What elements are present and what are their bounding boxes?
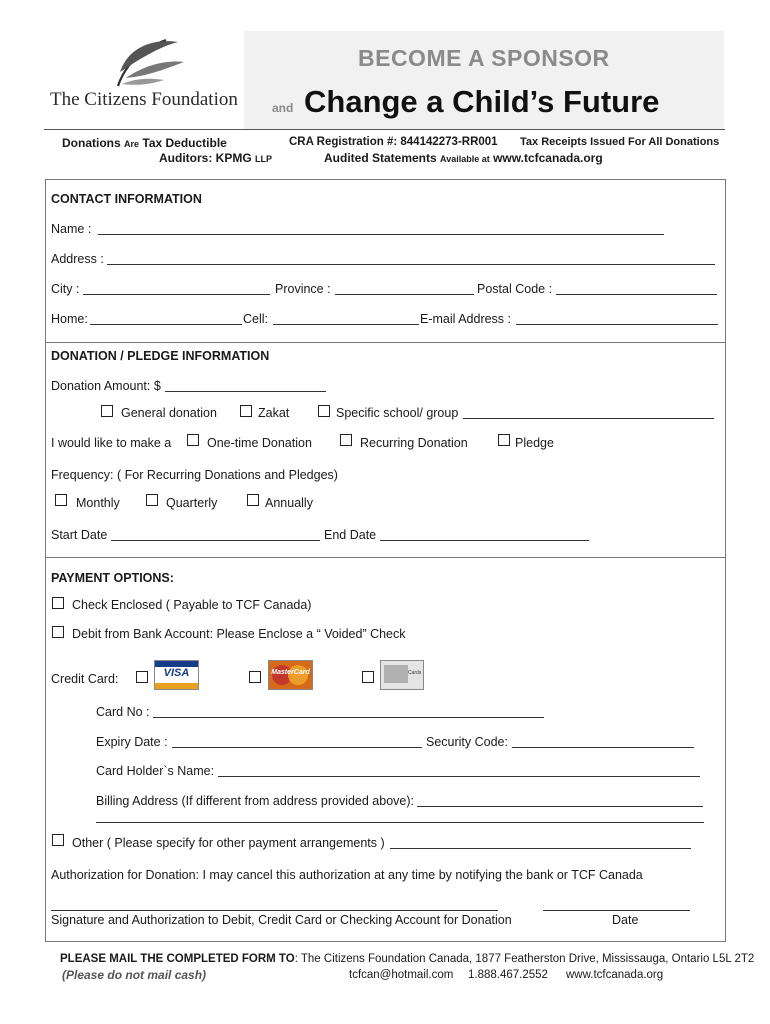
quarterly-label: Quarterly <box>166 496 218 510</box>
website-link[interactable]: www.tcfcanada.org <box>493 151 603 165</box>
audited-statements-label: Audited Statements <box>324 151 437 165</box>
cra-registration: CRA Registration #: 844142273-RR001 <box>289 136 498 148</box>
payment-heading: PAYMENT OPTIONS: <box>51 571 174 585</box>
cell-field[interactable] <box>273 324 419 325</box>
debit-checkbox[interactable] <box>52 626 64 638</box>
other-payment-field[interactable] <box>390 848 691 849</box>
credit-card-label: Credit Card: <box>51 672 119 686</box>
zakat-checkbox[interactable] <box>240 405 252 417</box>
visa-logo <box>154 660 199 690</box>
specific-school-label: Specific school/ group <box>336 406 459 420</box>
billing-address-field-2[interactable] <box>96 822 704 823</box>
card-holder-field[interactable] <box>218 776 700 777</box>
start-date-label: Start Date <box>51 528 108 542</box>
cell-label: Cell: <box>243 312 269 326</box>
security-code-label: Security Code: <box>426 735 508 749</box>
footer-phone: 1.888.467.2552 <box>468 969 548 981</box>
frequency-label: Frequency: ( For Recurring Donations and Pledges) <box>51 468 338 482</box>
mailing-address: : The Citizens Foundation Canada, 1877 Featherston Drive, Mississauga, Ontario L5L 2T2 <box>294 953 755 965</box>
donations-label: Donations <box>62 136 121 150</box>
address-field[interactable] <box>107 264 715 265</box>
signature-label: Signature and Authorization to Debit, Credit Card or Checking Account for Donation <box>51 913 512 927</box>
available-at-label: Available at <box>440 154 490 164</box>
mail-instructions <box>60 953 754 965</box>
other-payment-checkbox[interactable] <box>52 834 64 846</box>
header-divider <box>44 129 725 130</box>
name-label: Name : <box>51 222 92 236</box>
quarterly-checkbox[interactable] <box>146 494 158 506</box>
card-no-field[interactable] <box>153 717 544 718</box>
city-field[interactable] <box>83 294 270 295</box>
annually-label: Annually <box>265 496 313 510</box>
donation-amount-label: Donation Amount: $ <box>51 379 161 393</box>
postal-code-label: Postal Code : <box>477 282 553 296</box>
signature-field[interactable] <box>51 910 498 911</box>
mastercard-checkbox[interactable] <box>249 671 261 683</box>
leaf-logo-icon <box>48 34 248 97</box>
expiry-date-label: Expiry Date : <box>96 735 168 749</box>
contact-heading: CONTACT INFORMATION <box>51 192 202 206</box>
visa-checkbox[interactable] <box>136 671 148 683</box>
and-label: and <box>272 101 294 115</box>
end-date-label: End Date <box>324 528 377 542</box>
auditors-info <box>159 151 272 165</box>
end-date-field[interactable] <box>380 540 589 541</box>
province-field[interactable] <box>335 294 474 295</box>
footer-email[interactable]: tcfcan@hotmail.com <box>349 969 454 981</box>
llp-label: LLP <box>255 154 273 164</box>
section-divider <box>45 557 726 558</box>
amex-checkbox[interactable] <box>362 671 374 683</box>
donation-amount-field[interactable] <box>165 391 326 392</box>
card-holder-label: Card Holder`s Name: <box>96 764 215 778</box>
no-cash-note: (Please do not mail cash) <box>62 968 207 982</box>
specific-school-field[interactable] <box>463 418 714 419</box>
address-label: Address : <box>51 252 104 266</box>
are-label: Are <box>124 139 140 149</box>
city-label: City : <box>51 282 80 296</box>
home-phone-label: Home: <box>51 312 88 326</box>
auditors-label: Auditors: KPMG <box>159 151 252 165</box>
start-date-field[interactable] <box>111 540 320 541</box>
amex-logo-text: Cards <box>408 670 422 676</box>
card-no-label: Card No : <box>96 705 150 719</box>
monthly-label: Monthly <box>76 496 120 510</box>
email-label: E-mail Address : <box>420 312 512 326</box>
mastercard-logo-text: MasterCard <box>271 669 310 676</box>
mastercard-logo <box>268 660 313 690</box>
expiry-date-field[interactable] <box>172 747 422 748</box>
specific-school-checkbox[interactable] <box>318 405 330 417</box>
debit-label: Debit from Bank Account: Please Enclose a “ Voided” Check <box>72 627 406 641</box>
tax-receipts-info: Tax Receipts Issued For All Donations <box>520 136 720 148</box>
date-label: Date <box>612 913 639 927</box>
org-name: The Citizens Foundation <box>50 89 238 110</box>
date-field[interactable] <box>543 910 690 911</box>
pledge-label: Pledge <box>515 436 554 450</box>
check-enclosed-checkbox[interactable] <box>52 597 64 609</box>
monthly-checkbox[interactable] <box>55 494 67 506</box>
general-donation-checkbox[interactable] <box>101 405 113 417</box>
billing-address-field[interactable] <box>417 806 703 807</box>
amex-logo <box>380 660 424 690</box>
authorization-text: Authorization for Donation: I may cancel this authorization at any time by notifying the bank or TCF Canada <box>51 868 643 882</box>
one-time-donation-checkbox[interactable] <box>187 434 199 446</box>
general-donation-label: General donation <box>121 406 217 420</box>
security-code-field[interactable] <box>512 747 694 748</box>
one-time-donation-label: One-time Donation <box>207 436 312 450</box>
mail-to-label: PLEASE MAIL THE COMPLETED FORM TO <box>60 953 295 965</box>
pledge-checkbox[interactable] <box>498 434 510 446</box>
zakat-label: Zakat <box>258 406 290 420</box>
make-a-label: I would like to make a <box>51 436 172 450</box>
recurring-donation-checkbox[interactable] <box>340 434 352 446</box>
other-payment-label: Other ( Please specify for other payment arrangements ) <box>72 836 385 850</box>
check-enclosed-label: Check Enclosed ( Payable to TCF Canada) <box>72 598 312 612</box>
section-divider <box>45 342 726 343</box>
recurring-donation-label: Recurring Donation <box>360 436 468 450</box>
change-title: Change a Child’s Future <box>304 84 660 119</box>
audited-statements-info <box>324 151 603 165</box>
donations-tax-deductible <box>62 136 227 150</box>
donation-heading: DONATION / PLEDGE INFORMATION <box>51 349 270 363</box>
footer-website[interactable]: www.tcfcanada.org <box>566 969 664 981</box>
home-phone-field[interactable] <box>90 324 242 325</box>
annually-checkbox[interactable] <box>247 494 259 506</box>
billing-address-label: Billing Address (If different from address provided above): <box>96 794 414 808</box>
name-field[interactable] <box>98 234 664 235</box>
email-field[interactable] <box>516 324 718 325</box>
postal-code-field[interactable] <box>556 294 717 295</box>
become-a-sponsor-title: BECOME A SPONSOR <box>358 45 610 71</box>
tax-deductible-label: Tax Deductible <box>142 136 227 150</box>
visa-logo-text: VISA <box>163 667 190 679</box>
province-label: Province : <box>275 282 331 296</box>
